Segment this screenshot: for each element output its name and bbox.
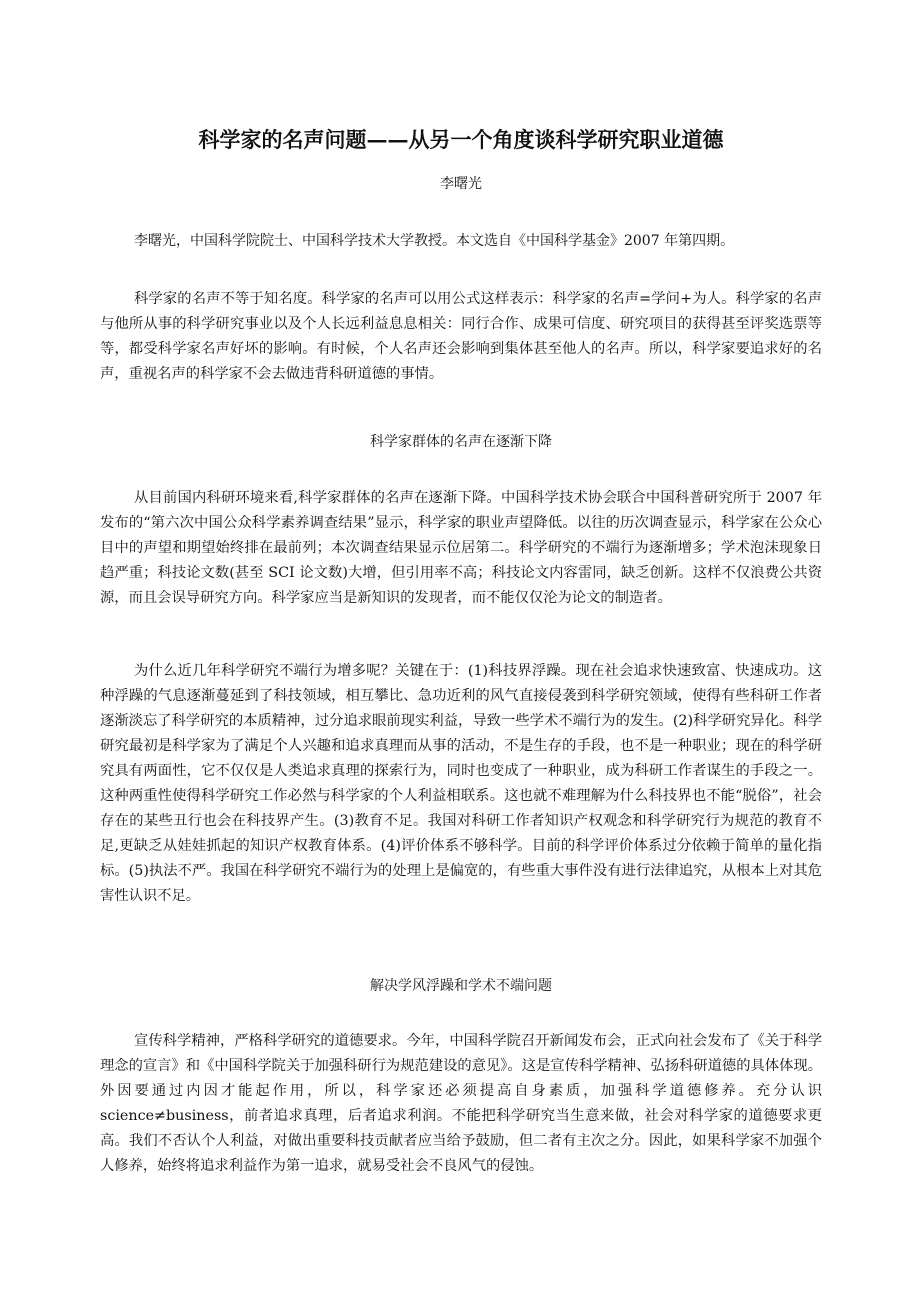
author-name: 李曙光 xyxy=(440,176,482,192)
paragraph-reputation-definition: 科学家的名声不等于知名度。科学家的名声可以用公式这样表示：科学家的名声=学问+为人。科学家的名声与他所从事的科学研究事业以及个人长远利益息息相关：同行合作、成果可信度、研究项目的获得甚至评奖选票等等，都受科学家名声好坏的影响。有时候，个人名声还会影响到集体甚至他人的名声。所以，科学家要追求好的名声，重视名声的科学家不会去做违背科研道德的事情。 xyxy=(100,291,822,382)
paragraph-causes: 为什么近几年科学研究不端行为增多呢？关键在于：(1)科技界浮躁。现在社会追求快速致富、快速成功。这种浮躁的气息逐渐蔓延到了科技领域，相互攀比、急功近利的风气直接侵袭到科学研究领域，使得有些科研工作者逐渐淡忘了科学研究的本质精神，过分追求眼前现实利益，导致一些学术不端行为的发生。(2)科学研究异化。科学研究最初是科学家为了满足个人兴趣和追求真理而从事的活动，不是生存的手段，也不是一种职业；现在的科学研究具有两面性，它不仅仅是人类追求真理的探索行为，同时也变成了一种职业，成为科研工作者谋生的手段之一。这种两重性使得科学研究工作必然与科学家的个人利益相联系。这也就不难理解为什么科技界也不能“脱俗”，社会存在的某些丑行也会在科技界产生。(3)教育不足。我国对科研工作者知识产权观念和科学研究行为规范的教育不足,更缺乏从娃娃抓起的知识产权教育体系。(4)评价体系不够科学。目前的科学评价体系过分依赖于简单的量化指标。(5)执法不严。我国在科学研究不端行为的处理上是偏宽的，有些重大事件没有进行法律追究，从根本上对其危害性认识不足。 xyxy=(100,663,822,904)
document-title: 科学家的名声问题——从另一个角度谈科学研究职业道德 xyxy=(198,127,724,152)
section-heading-solutions: 解决学风浮躁和学术不端问题 xyxy=(370,978,552,994)
paragraph-decline: 从目前国内科研环境来看,科学家群体的名声在逐渐下降。中国科学技术协会联合中国科普研究所于 2007 年发布的“第六次中国公众科学素养调查结果”显示，科学家的职业声望降低。以往的历次调查显示，科学家在公众心目中的声望和期望始终排在最前列；本次调查结果显示位居第二。科学研究的不端行为逐渐增多；学术泡沫现象日趋严重；科技论文数(甚至 SCI 论文数)大增，但引用率不高；科技论文内容雷同，缺乏创新。这样不仅浪费公共资源，而且会误导研究方向。科学家应当是新知识的发现者，而不能仅仅沦为论文的制造者。 xyxy=(100,490,822,606)
section-heading-decline: 科学家群体的名声在逐渐下降 xyxy=(370,434,552,450)
author-intro: 李曙光，中国科学院院士、中国科学技术大学教授。本文选自《中国科学基金》2007 年第四期。 xyxy=(134,233,735,249)
paragraph-solutions: 宣传科学精神，严格科学研究的道德要求。今年，中国科学院召开新闻发布会，正式向社会发布了《关于科学理念的宣言》和《中国科学院关于加强科研行为规范建设的意见》。这是宣传科学精神、弘扬科研道德的具体体现。外因要通过内因才能起作用，所以，科学家还必须提高自身素质，加强科学道德修养。充分认识 science≠business，前者追求真理，后者追求利润。不能把科学研究当生意来做，社会对科学家的道德要求更高。我们不否认个人利益，对做出重要科技贡献者应当给予鼓励，但二者有主次之分。因此，如果科学家不加强个人修养，始终将追求利益作为第一追求，就易受社会不良风气的侵蚀。 xyxy=(100,1033,822,1174)
